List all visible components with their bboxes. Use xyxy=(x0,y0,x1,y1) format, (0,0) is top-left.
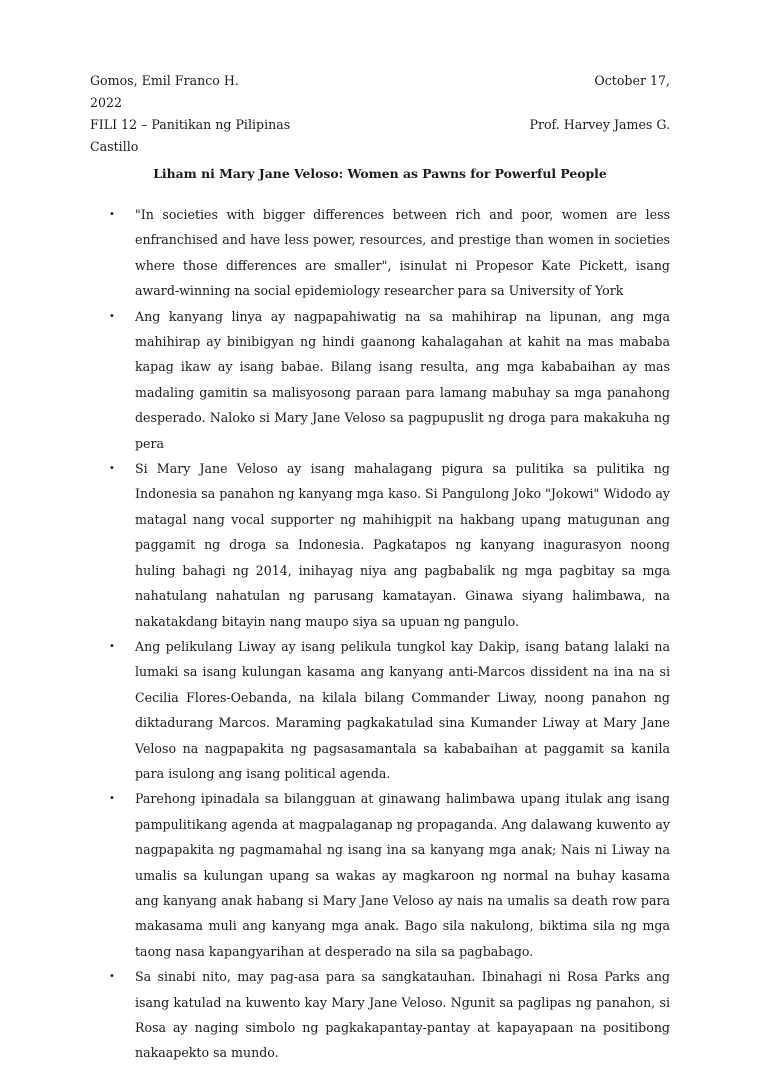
list-item-text: Parehong ipinadala sa bilangguan at ginawang halimbawa upang itulak ang isang pampulitikang agenda at magpalaganap ng propaganda. Ang dalawang kuwento ay nagpapakita ng pagmamahal ng isang ina sa kanyang mga anak; Nais ni Liway na umalis sa kulungan upang sa wakas ay magkaroon ng normal na buhay kasama ang kanyang anak habang si Mary Jane Veloso ay nais na umalis sa death row para makasama muli ang kanyang mga anak. Bago sila nakulong, biktima sila ng mga taong nasa kapangyarihan at desperado na sila sa pagbabago. xyxy=(135,791,670,959)
list-item-text: Ang pelikulang Liway ay isang pelikula tungkol kay Dakip, isang batang lalaki na lumaki sa isang kulungan kasama ang kanyang anti-Marcos dissident na ina na si Cecilia Flores-Oebanda, na kilala bilang Commander Liway, noong panahon ng diktadurang Marcos. Maraming pagkakatulad sina Kumander Liway at Mary Jane Veloso na nagpapakita ng pagsasamantala sa kababaihan at paggamit sa kanila para isulong ang isang political agenda. xyxy=(135,638,670,781)
bullet-icon: • xyxy=(109,640,115,652)
course-name: FILI 12 – Panitikan ng Pilipinas xyxy=(90,117,291,132)
list-item xyxy=(90,456,670,634)
bullet-icon: • xyxy=(109,463,115,475)
professor-name: Prof. Harvey James G. xyxy=(529,117,670,132)
list-item-text: "In societies with bigger differences between rich and poor, women are less enfranchised and have less power, resources, and prestige than women in societies where those differences are smaller", isinulat ni Propesor Kate Pickett, isang award-winning na social epidemiology researcher para sa University of York xyxy=(135,207,670,299)
list-item-text: Sa sinabi nito, may pag-asa para sa sangkatauhan. Ibinahagi ni Rosa Parks ang isang katulad na kuwento kay Mary Jane Veloso. Ngunit sa paglipas ng panahon, si Rosa ay naging simbolo ng pagkakapantay-pantay at kapayapaan na positibong nakaapekto sa mundo. xyxy=(135,969,670,1061)
bullet-icon: • xyxy=(109,209,115,220)
author-name: Gomos, Emil Franco H. xyxy=(90,73,239,88)
list-item xyxy=(90,304,670,456)
list-item-text: Si Mary Jane Veloso ay isang mahalagang pigura sa pulitika sa pulitika ng Indonesia sa panahon ng kanyang mga kaso. Si Pangulong Joko "Jokowi" Widodo ay matagal nang vocal supporter ng mahihigpit na hakbang upang matugunan ang paggamit ng droga sa Indonesia. Pagkatapos ng kanyang inagurasyon noong huling bahagi ng 2014, inihayag niya ang pagbabalik ng mga pagbitay sa mga nahatulang nahatulan ng parusang kamatayan. Ginawa siyang halimbawa, na nakatakdang bitayin nang maupo siya sa upuan ng pangulo. xyxy=(135,461,670,629)
bullet-icon: • xyxy=(109,793,115,805)
list-item xyxy=(90,634,670,786)
list-item xyxy=(90,786,670,964)
date-continuation: 2022 xyxy=(90,95,123,110)
list-item xyxy=(90,202,670,304)
list-item-text: Ang kanyang linya ay nagpapahiwatig na sa mahihirap na lipunan, ang mga mahihirap ay binibigyan ng hindi gaanong kahalagahan at kahit na mas mababa kapag ikaw ay isang babae. Bilang isang resulta, ang mga kababaihan ay mas madaling gamitin sa malisyosong paraan para lamang mabuhay sa mga panahong desperado. Naloko si Mary Jane Veloso sa pagpupuslit ng droga para makakuha ng pera xyxy=(135,308,670,451)
professor-continuation: Castillo xyxy=(90,139,139,154)
header-line-2 xyxy=(90,114,670,136)
bullet-icon: • xyxy=(109,310,115,322)
bullet-icon: • xyxy=(109,971,115,983)
header-line-1 xyxy=(90,70,670,92)
document-title: Liham ni Mary Jane Veloso: Women as Pawns for Powerful People xyxy=(153,166,607,181)
date-text: October 17, xyxy=(594,73,670,88)
list-item xyxy=(90,964,670,1066)
bullet-list xyxy=(90,202,670,1066)
